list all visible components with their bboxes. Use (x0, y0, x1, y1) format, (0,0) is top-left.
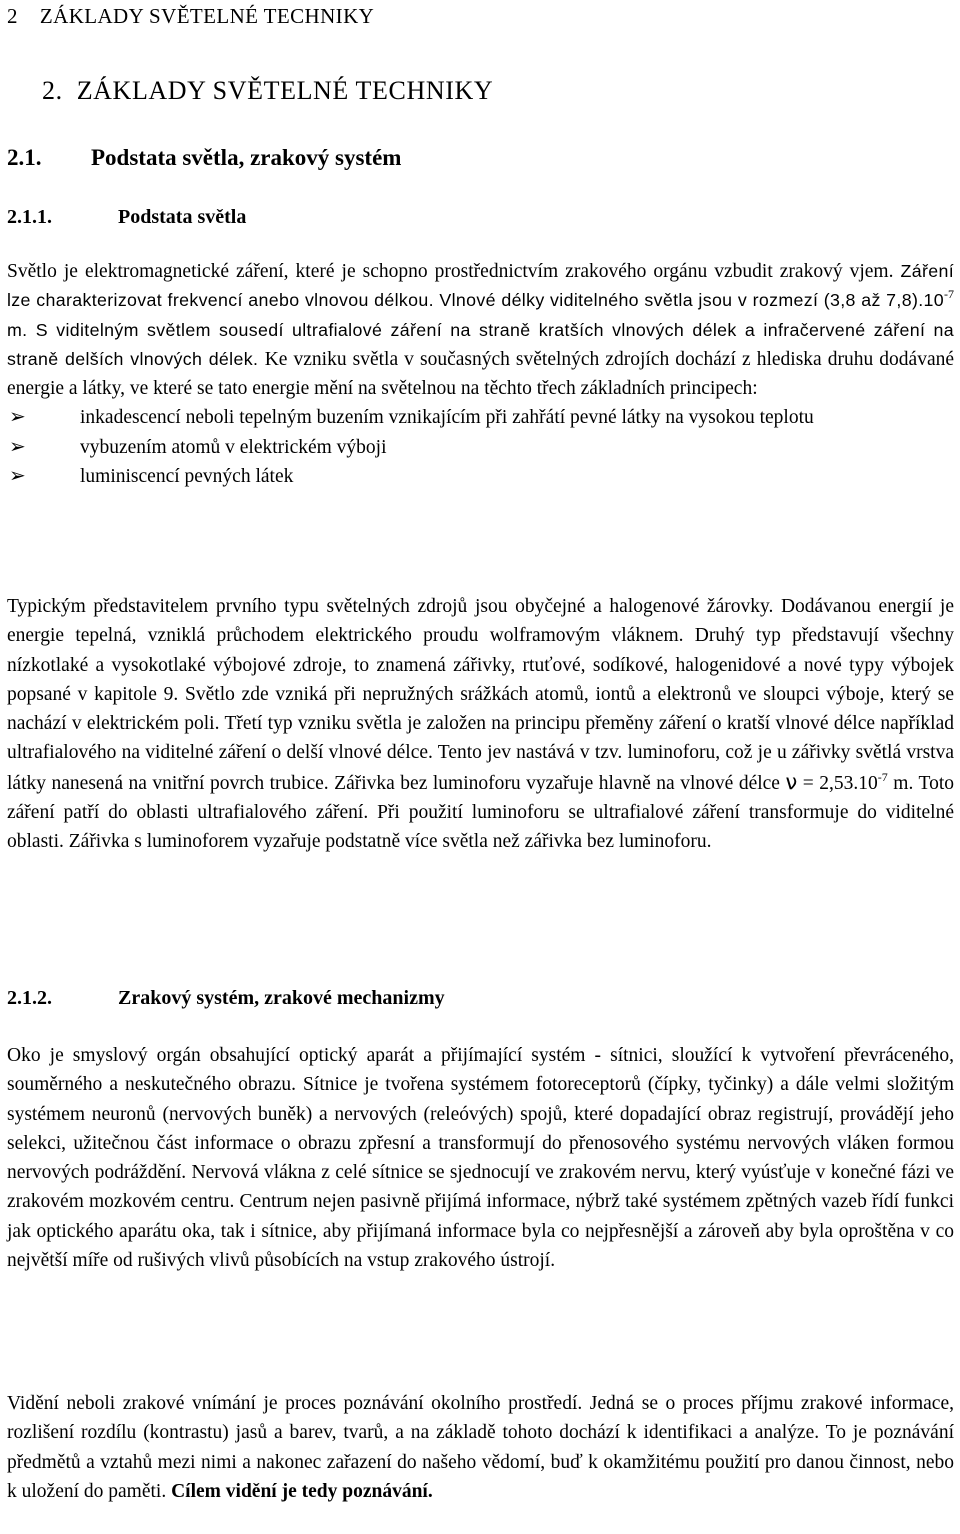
exponent: -7 (877, 769, 888, 784)
subsection-title-vision (7, 987, 445, 1010)
subsection-number: 2.1.2. (7, 987, 52, 1009)
subsection-title-text: Zrakový systém, zrakové mechanizmy (118, 987, 445, 1009)
paragraph-vision (7, 1389, 954, 1506)
arrow-bullet-icon: ➢ (9, 465, 26, 488)
paragraph-text: = 2,53.10 (797, 772, 878, 794)
chapter-title (42, 76, 493, 106)
paragraph-text: Světlo je elektromagnetické záření, které je schopno prostřednictvím zrakového orgánu vzbudit zrakový vjem. (7, 261, 901, 282)
section-title (7, 145, 401, 171)
bold-conclusion: Cílem vidění je tedy poznávání. (171, 1480, 433, 1502)
list-item: ➢ vybuzením atomů v elektrickém výboji (7, 433, 954, 462)
subsection-title-light (7, 206, 246, 229)
bullet-list (7, 403, 954, 491)
exponent: -7 (944, 287, 954, 302)
subsection-title-text: Podstata světla (118, 206, 247, 228)
paragraph-text: m. Toto záření patří do oblasti ultrafialového záření. Při použití luminoforu se ultrafialové záření transformuje do viditelné oblasti. Zářivka s luminoforem vyzařuje podstatně více světla než zářivka bez luminoforu. (7, 772, 954, 853)
chapter-number: 2. (42, 76, 63, 105)
paragraph-eye: Oko je smyslový orgán obsahující optický aparát a přijímající systém - sítnici, sloužící k vytvoření převráceného, souměrného a neskutečného obrazu. Sítnice je tvořena systémem fotoreceptorů (čípky, tyčinky) a dále velmi složitým systémem neuronů (nervových buněk) a nervových (releóvých) spojů, které dopadající obraz registrují, provádějí jeho selekci, užitečnou část informace o obrazu zpřesní a transformují do přenosového systému nervových vláken formou nervových podráždění. Nervová vlákna z celé sítnice se sjednocují ve zrakovém nervu, který vyúsťuje v konečné fázi ve zrakovém mozkovém centru. Centrum nejen pasivně přijímá informace, nýbrž také systémem zpětných vazeb řídí funkci jak optického aparátu oka, tak i sítnice, aby přijímaná informace byla co nejpřesnější a zároveň aby byla oproštěna v co největší míře od rušivých vlivů působících na vstup zrakového ústrojí. (7, 1045, 954, 1272)
nu-symbol: ν (785, 769, 798, 794)
section-title-text: Podstata světla, zrakový systém (91, 145, 402, 170)
list-item: ➢ luminiscencí pevných látek (7, 462, 954, 491)
paragraph-text: Typickým představitelem prvního typu světelných zdrojů jsou obyčejné a halogenové žárovky. Dodávanou energií je energie tepelná, vzniklá průchodem elektrického proudu wolframovým vláknem. Druhý typ představují všechny nízkotlaké a vysokotlaké výbojové zdroje, to znamená zářivky, rtuťové, sodíkové, halogenidové a nové typy výbojek popsané v kapitole 9. Světlo zde vzniká při nepružných srážkách atomů, iontů a elektronů ve sloupci výboje, který se nachází v elektrickém poli. Třetí typ vzniku světla je založen na principu přeměny záření o kratší vlnové délce například ultrafialového na viditelné záření o delší vlnové délce. Tento jev nastává v tzv. luminoforu, což je u zářivky světlá vrstva látky nanesená na vnitřní povrch trubice. Zářivka bez luminoforu vyzařuje hlavně na vlnové délce (7, 596, 954, 794)
paragraph-text: Záření lze charakterizovat frekvencí anebo vlnovou délkou. Vlnové délky viditelného světla jsou v rozmezí (3,8 až 7,8).10 (7, 261, 954, 311)
arrow-bullet-icon: ➢ (9, 435, 26, 458)
paragraph-light-sources (7, 592, 954, 857)
paragraph-text: Vidění neboli zrakové vnímání je proces poznávání okolního prostředí. Jedná se o proces příjmu zrakové informace, rozlišení rozdílu (kontrastu) jasů a barev, tvarů, a na základě tohoto dochází k identifikaci a analýze. To je poznávání předmětů a vztahů mezi nimi a nakonec zařazení do našeho vědomí, buď k okamžitému použití pro danou činnost, nebo k uložení do paměti. (7, 1393, 954, 1502)
paragraph-text: m. S viditelným světlem sousedí ultrafialové záření na straně kratších vlnových délek a infračervené záření na straně delších vlnových délek. (7, 319, 954, 369)
arrow-bullet-icon: ➢ (9, 406, 26, 429)
chapter-title-text: ZÁKLADY SVĚTELNÉ TECHNIKY (76, 76, 494, 105)
running-header (7, 4, 374, 29)
subsection-number: 2.1.1. (7, 206, 52, 228)
list-item: ➢ inkadescencí neboli tepelným buzením vznikajícím při zahřátí pevné látky na vysokou teplotu (7, 403, 954, 432)
paragraph-light-nature (7, 257, 954, 491)
page-number: 2 (7, 4, 18, 28)
paragraph-text: Ke vzniku světla v současných světelných zdrojích dochází z hlediska druhu dodávané energie a látky, ve které se tato energie mění na světelnou na těchto třech základních principech: (7, 348, 954, 400)
section-number: 2.1. (7, 145, 42, 170)
running-title: ZÁKLADY SVĚTELNÉ TECHNIKY (39, 4, 375, 28)
